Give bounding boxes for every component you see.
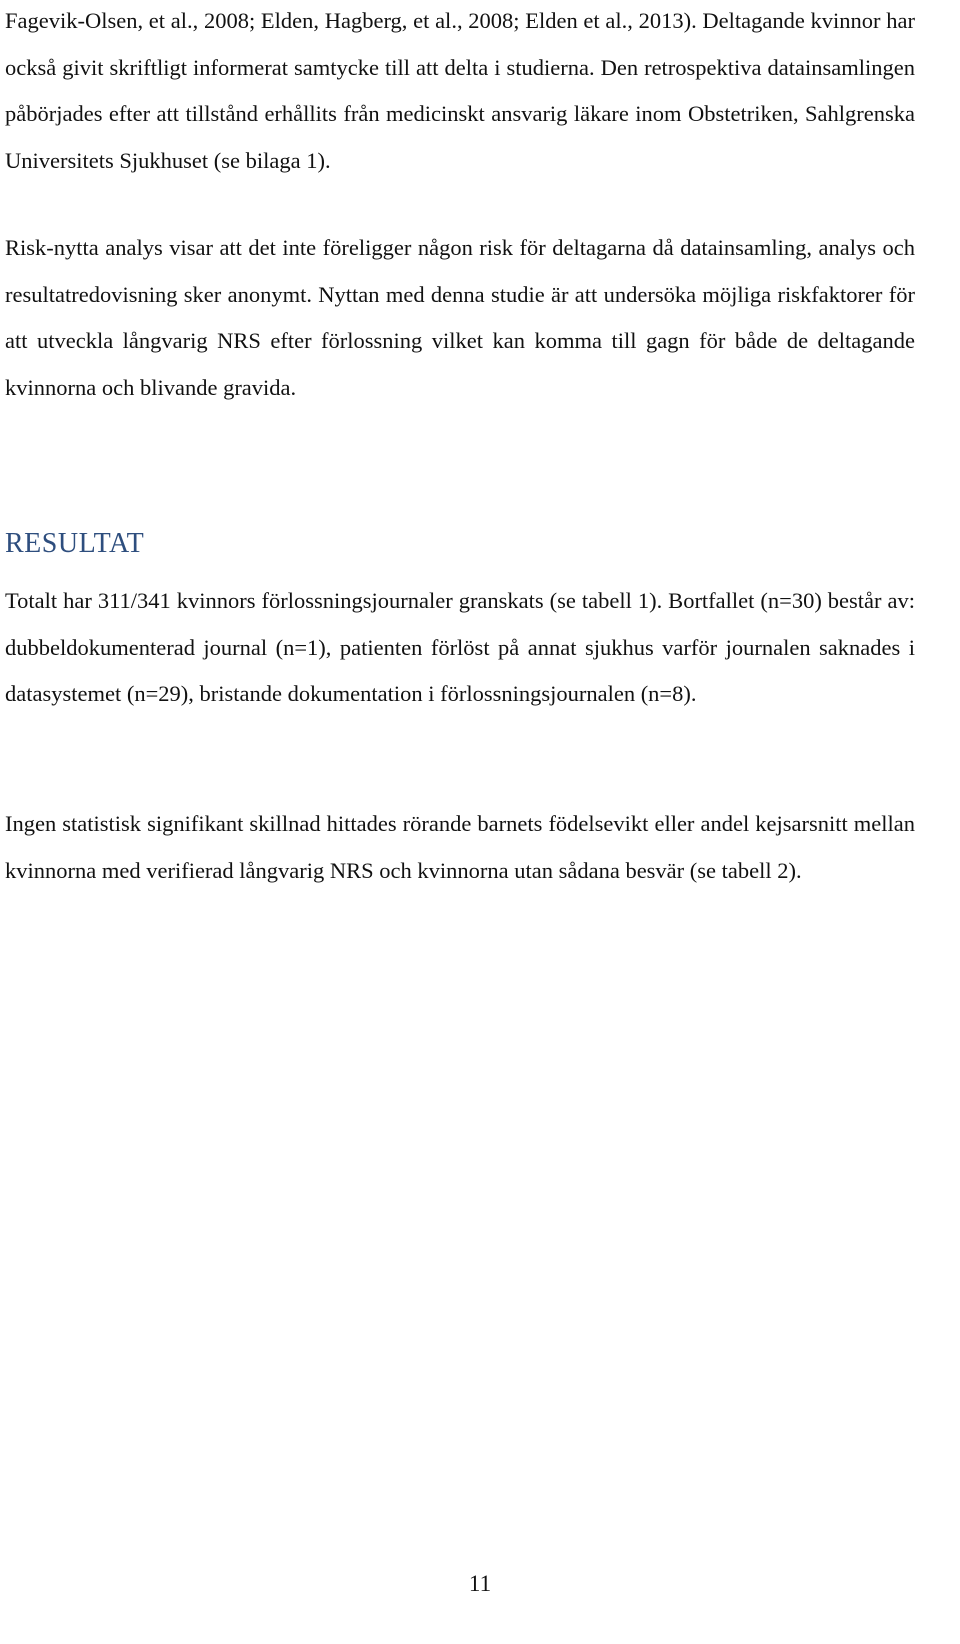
paragraph-intro: Fagevik-Olsen, et al., 2008; Elden, Hagberg, et al., 2008; Elden et al., 2013). Deltagande kvinnor har också givit skriftligt informerat samtycke till att delta i studierna. Den retrospektiva datainsamlingen påbörjades efter att tillstånd erhållits från medicinskt ansvarig läkare inom Obstetriken, Sahlgrenska Universitets Sjukhuset (se bilaga 1). xyxy=(5,8,915,173)
section-heading-resultat: RESULTAT xyxy=(5,528,145,559)
paragraph-results-total: Totalt har 311/341 kvinnors förlossningsjournaler granskats (se tabell 1). Bortfallet (n=30) består av: dubbeldokumenterad journal (n=1), patienten förlöst på annat sjukhus varför journalen saknades i datasystemet (n=29), bristande dokumentation i förlossningsjournalen (n=8). xyxy=(5,588,915,706)
paragraph-results-no-difference: Ingen statistisk signifikant skillnad hittades rörande barnets födelsevikt eller andel kejsarsnitt mellan kvinnorna med verifierad långvarig NRS och kvinnorna utan sådana besvär (se tabell 2). xyxy=(5,811,915,883)
paragraph-risk-benefit: Risk-nytta analys visar att det inte föreligger någon risk för deltagarna då datainsamling, analys och resultatredovisning sker anonymt. Nyttan med denna studie är att undersöka möjliga riskfaktorer för att utveckla långvarig NRS efter förlossning vilket kan komma till gagn för både de deltagande kvinnorna och blivande gravida. xyxy=(5,235,915,400)
page-number: 11 xyxy=(468,1571,492,1596)
